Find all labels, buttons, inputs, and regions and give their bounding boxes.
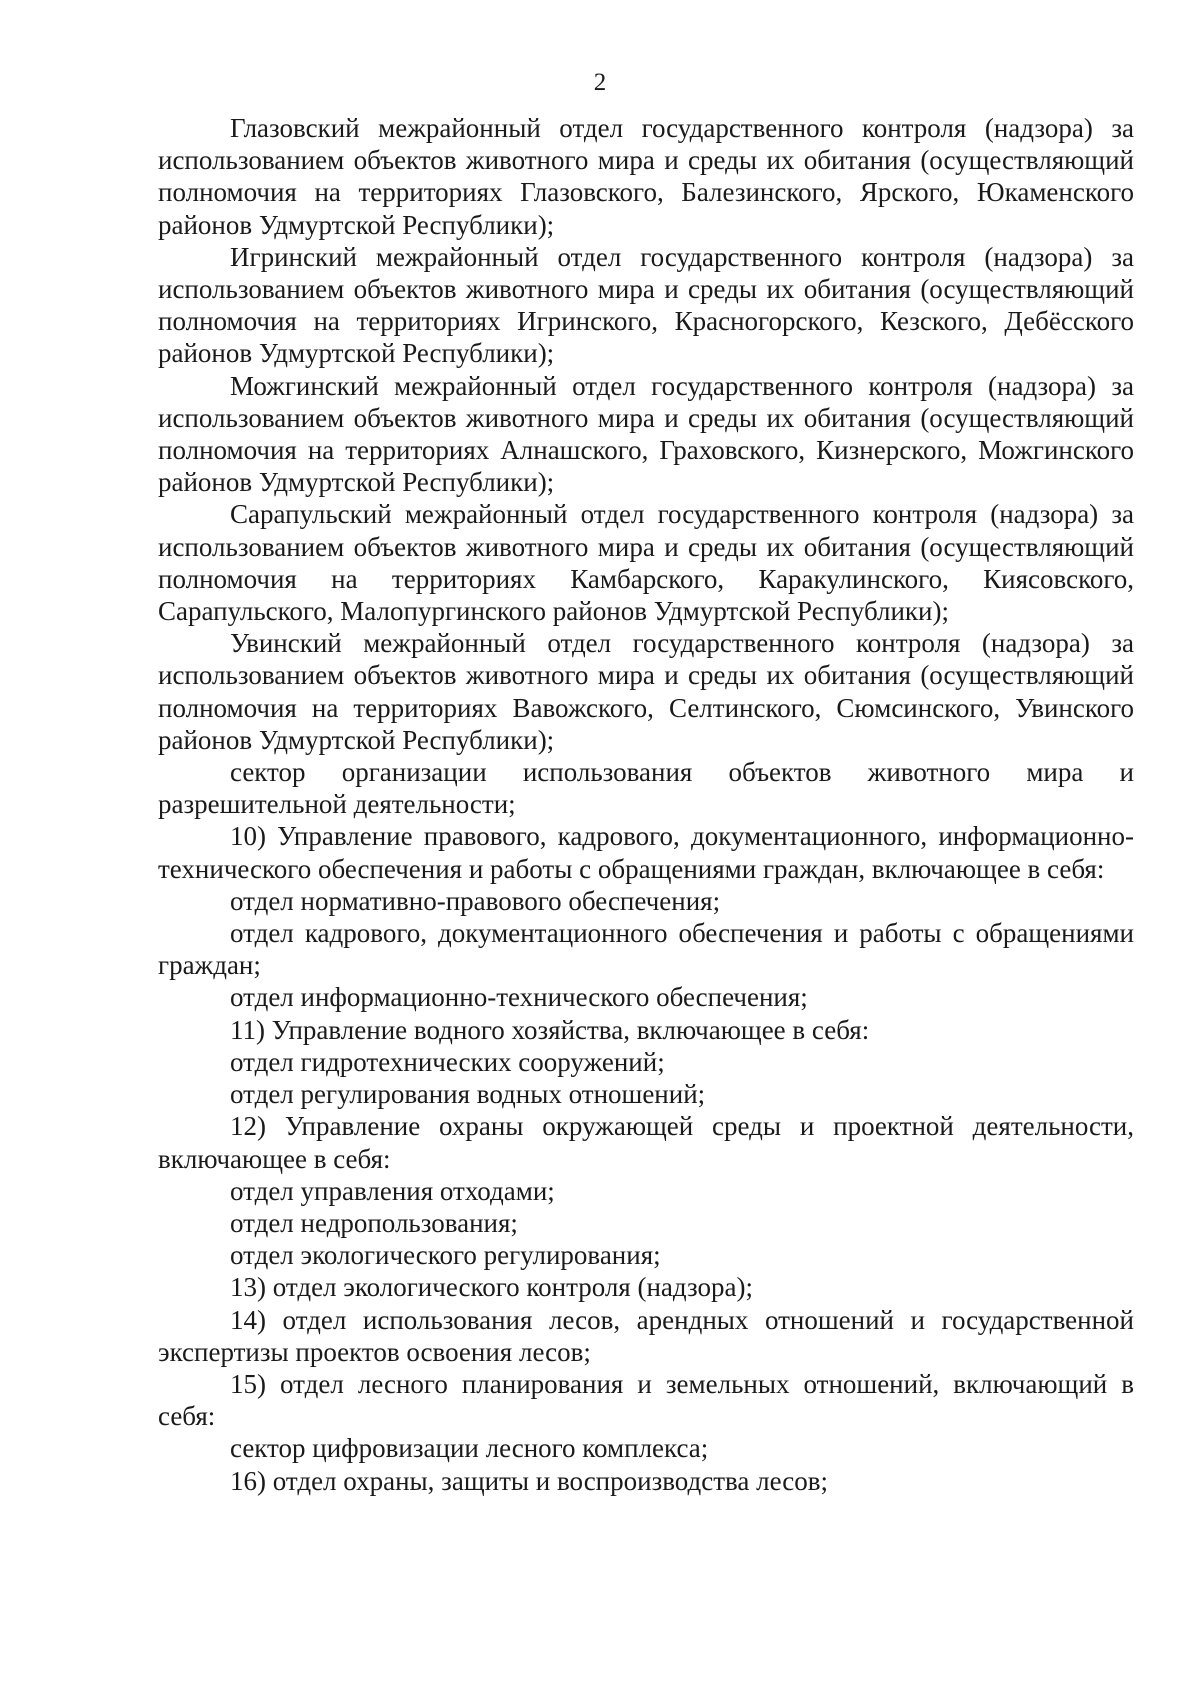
paragraph-item-12: 12) Управление охраны окружающей среды и проектной деятельности, включающее в себя: bbox=[158, 1111, 1134, 1174]
paragraph-glazov-department: Глазовский межрайонный отдел государственного контроля (надзора) за использованием объектов животного мира и среды их обитания (осуществляющий полномочия на территориях Глазовского, Балезинского, Ярского, Юкаменского районов Удмуртской Республики); bbox=[158, 113, 1134, 240]
paragraph-item-13: 13) отдел экологического контроля (надзора); bbox=[230, 1272, 753, 1303]
paragraph-subsoil-department: отдел недропользования; bbox=[230, 1207, 518, 1238]
paragraph-eco-regulation-department: отдел экологического регулирования; bbox=[230, 1240, 661, 1271]
paragraph-sarapul-department: Сарапульский межрайонный отдел государственного контроля (надзора) за использованием объектов животного мира и среды их обитания (осуществляющий полномочия на территориях Камбарского, Каракулинского, Киясовского, Сарапульского, Малопургинского районов Удмуртской Республики); bbox=[158, 499, 1134, 627]
paragraph-item-10: 10) Управление правового, кадрового, документационного, информационно-технического обеспечения и работы с обращениями граждан, включающее в себя: bbox=[158, 821, 1134, 884]
page-number: 2 bbox=[593, 69, 607, 96]
paragraph-personnel-department: отдел кадрового, документационного обеспечения и работы с обращениями граждан; bbox=[158, 918, 1134, 981]
paragraph-item-11: 11) Управление водного хозяйства, включающее в себя: bbox=[230, 1014, 870, 1045]
paragraph-item-14: 14) отдел использования лесов, арендных отношений и государственной экспертизы проектов освоения лесов; bbox=[158, 1304, 1134, 1367]
paragraph-uva-department: Увинский межрайонный отдел государственного контроля (надзора) за использованием объектов животного мира и среды их обитания (осуществляющий полномочия на территориях Вавожского, Селтинского, Сюмсинского, Увинского районов Удмуртской Республики); bbox=[158, 628, 1134, 755]
paragraph-wildlife-permits-sector: сектор организации использования объектов животного мира и разрешительной деятельности; bbox=[158, 757, 1134, 820]
paragraph-hydro-department: отдел гидротехнических сооружений; bbox=[230, 1046, 665, 1077]
paragraph-forest-digitalization-sector: сектор цифровизации лесного комплекса; bbox=[230, 1433, 709, 1464]
paragraph-item-16: 16) отдел охраны, защиты и воспроизводства лесов; bbox=[230, 1465, 829, 1496]
paragraph-igra-department: Игринский межрайонный отдел государственного контроля (надзора) за использованием объектов животного мира и среды их обитания (осуществляющий полномочия на территориях Игринского, Красногорского, Кезского, Дебёсского районов Удмуртской Республики); bbox=[158, 241, 1134, 369]
paragraph-waste-department: отдел управления отходами; bbox=[230, 1175, 555, 1206]
paragraph-water-relations-department: отдел регулирования водных отношений; bbox=[230, 1079, 706, 1110]
paragraph-legal-department: отдел нормативно-правового обеспечения; bbox=[230, 885, 721, 916]
paragraph-item-15: 15) отдел лесного планирования и земельных отношений, включающий в себя: bbox=[158, 1368, 1134, 1432]
document-body bbox=[158, 112, 1134, 1497]
paragraph-mozhga-department: Можгинский межрайонный отдел государственного контроля (надзора) за использованием объектов животного мира и среды их обитания (осуществляющий полномочия на территориях Алнашского, Граховского, Кизнерского, Можгинского районов Удмуртской Республики); bbox=[158, 370, 1134, 498]
paragraph-it-department: отдел информационно-технического обеспечения; bbox=[230, 982, 808, 1013]
